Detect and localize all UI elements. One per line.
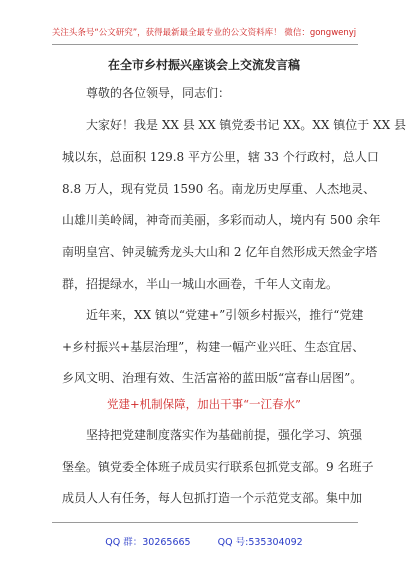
paragraph-line: 近年来，XX 镇以“党建+”引领乡村振兴，推行“党建 [86,308,364,322]
salutation: 尊敬的各位领导，同志们： [86,86,231,100]
footer-contact [0,534,408,548]
paragraph-line: 山雄川美岭阔，神奇而美丽，多彩而动人，境内有 500 余年 [62,213,381,227]
paragraph-line: 成员人人有任务，每人包抓打造一个示范党支部。集中加 [62,491,363,505]
paragraph-line: +乡村振兴+基层治理”，构建一幅产业兴旺、生态宜居、 [62,340,365,354]
paragraph-line: 堡垒。镇党委全体班子成员实行联系包抓党支部。9 名班子 [62,460,374,474]
qq-number: QQ 号:535304092 [217,537,303,548]
paragraph-line: 群，招提绿水，半山一城山水画卷，千年人文南龙。 [62,277,339,291]
section-subheading: 党建+机制保障，加出干事“一江春水” [107,397,301,411]
paragraph-line: 乡风文明、治理有效、生活富裕的蓝田版“富春山居图”。 [62,371,363,385]
footer-divider [52,522,358,523]
qq-group: QQ 群：30265665 [105,537,191,548]
paragraph-line: 南明皇宫、钟灵毓秀龙头大山和 2 亿年自然形成天然金字塔 [62,245,378,259]
paragraph-line: 8.8 万人，现有党员 1590 名。南龙历史厚重、人杰地灵、 [62,182,376,196]
document-title: 在全市乡村振兴座谈会上交流发言稿 [107,58,300,72]
paragraph-line: 坚持把党建制度落实作为基础前提，强化学习、筑强 [86,428,363,442]
paragraph-line: 大家好！我是 XX 县 XX 镇党委书记 XX。XX 镇位于 XX 县 [86,118,406,132]
header-note: 关注头条号“公文研究”，获得最新最全最专业的公文资料库！ 微信：gongwenyj [51,28,357,38]
paragraph-line: 城以东，总面积 129.8 平方公里，辖 33 个行政村，总人口 [62,150,379,164]
header-divider [52,44,358,45]
